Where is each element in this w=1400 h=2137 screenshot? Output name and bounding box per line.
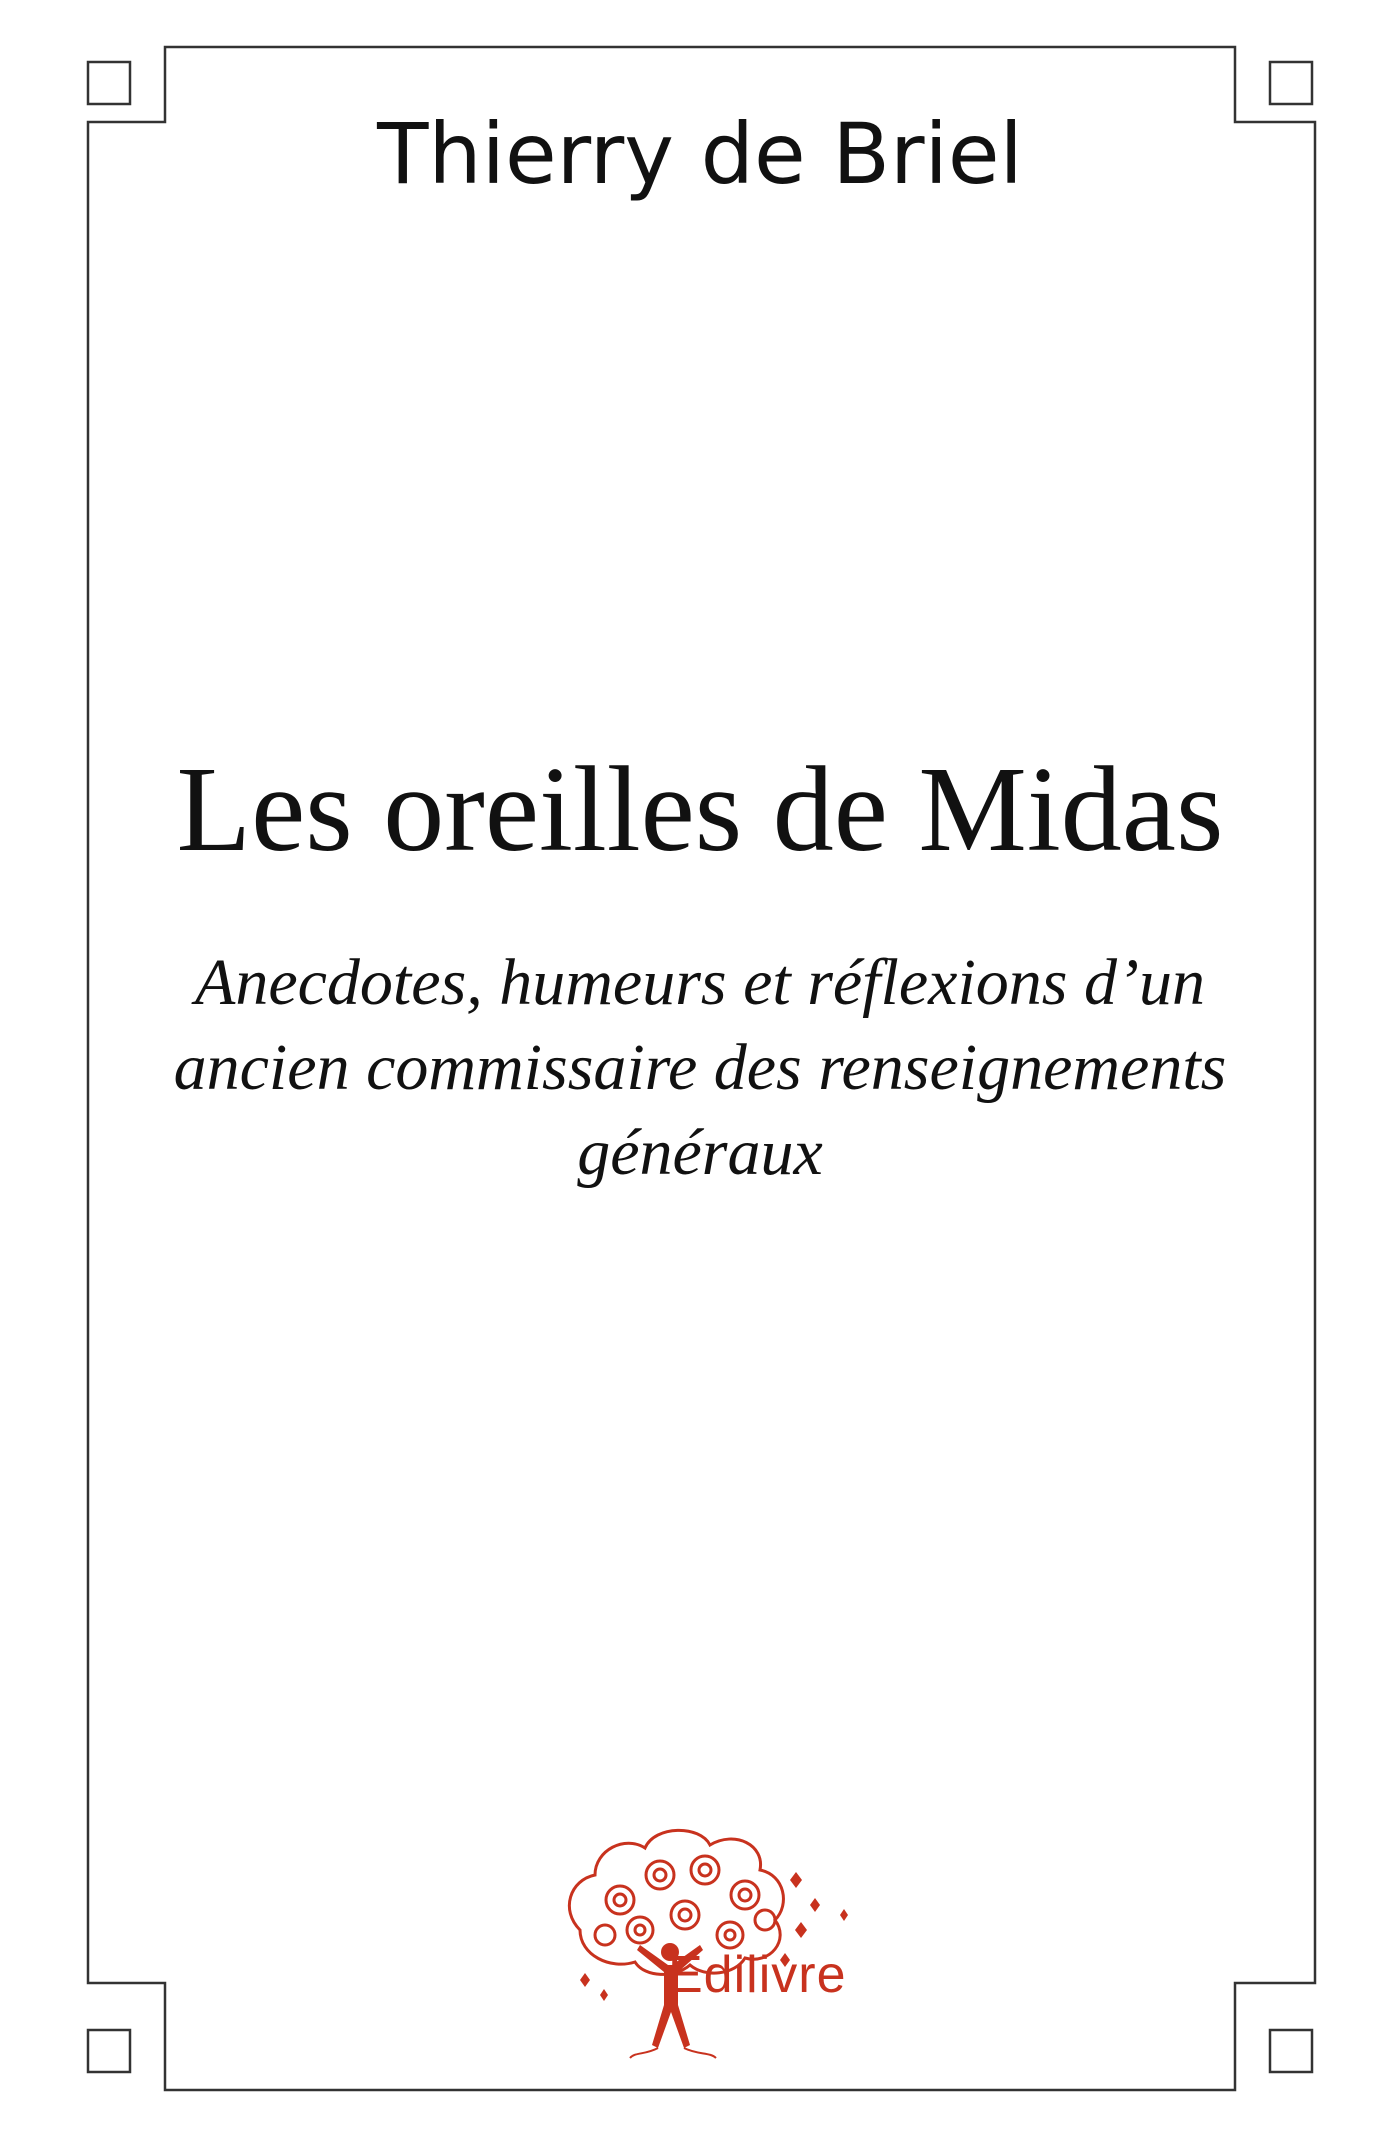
tree-figure-logo-icon — [540, 1820, 880, 2060]
publisher-name: Edilivre — [668, 1946, 847, 2004]
book-title: Les oreilles de Midas — [176, 742, 1224, 877]
author-name: Thierry de Briel — [377, 105, 1023, 203]
corner-square-bottom-left — [88, 2030, 130, 2072]
corner-square-top-left — [88, 62, 130, 104]
corner-square-top-right — [1270, 62, 1312, 104]
corner-square-bottom-right — [1270, 2030, 1312, 2072]
book-subtitle: Anecdotes, humeurs et réflexions d’un ancien commissaire des renseignements généraux — [173, 946, 1227, 1189]
